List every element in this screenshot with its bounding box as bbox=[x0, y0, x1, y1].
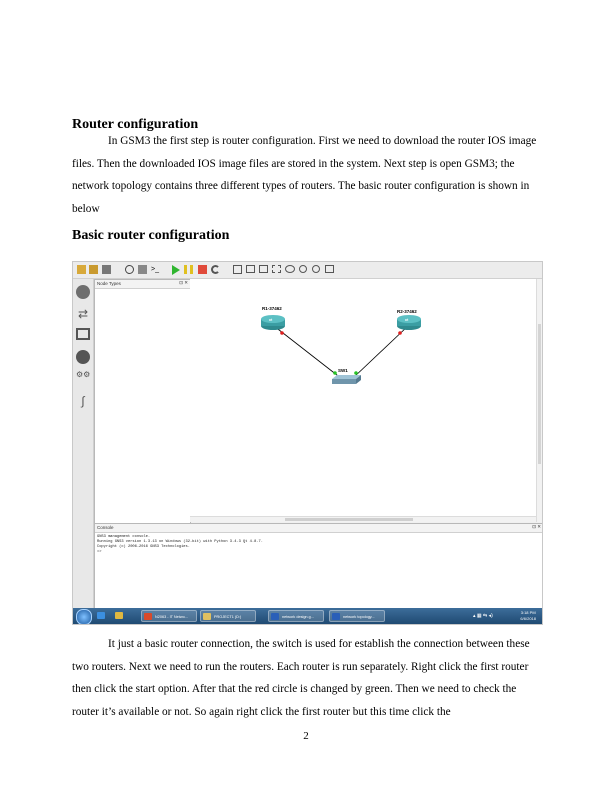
clock-icon[interactable] bbox=[125, 265, 134, 274]
port-r1-red bbox=[280, 331, 284, 335]
switch-sw1-label: SW1 bbox=[338, 368, 348, 373]
grid-icon[interactable] bbox=[138, 265, 147, 274]
pause-icon[interactable] bbox=[184, 265, 193, 274]
paragraph-intro bbox=[72, 130, 540, 220]
taskbar-task-4-label: network topology... bbox=[343, 615, 375, 619]
stop-icon[interactable] bbox=[198, 265, 207, 274]
paragraph-explanation-text: It just a basic router connection, the switch is used for establish the connection between these two routers. Next we need to run the routers. Each router is run separately. Right click the first router then click the start option. After that the red circle is changed by green. Then we need to check the router it’s available or not. So again right click the first router but this time click the bbox=[72, 638, 530, 718]
zoom-in-icon[interactable] bbox=[299, 265, 307, 273]
start-play-icon[interactable] bbox=[172, 265, 180, 275]
zoom-out-icon[interactable] bbox=[312, 265, 320, 273]
svg-text:⇄: ⇄ bbox=[269, 317, 273, 322]
add-link-icon[interactable]: ∫ bbox=[81, 394, 85, 408]
tray-icons[interactable]: ▴ ▦ ⇆ ◂) bbox=[473, 613, 493, 619]
windows-taskbar bbox=[73, 608, 542, 624]
console-line: GNS3 management console. bbox=[97, 535, 151, 539]
taskbar-task-1-label: N2063 - IT Netwo... bbox=[155, 615, 188, 619]
start-button[interactable] bbox=[76, 609, 92, 625]
console-line: Running GNS3 version 1.3.13 on Windows (32-bit) with Python 3.4.3 Qt 4.8.7. bbox=[97, 540, 263, 544]
vertical-scroll-thumb[interactable] bbox=[538, 324, 541, 464]
open-folder-icon[interactable] bbox=[77, 265, 86, 274]
taskbar-clock[interactable] bbox=[520, 610, 536, 621]
folder-icon[interactable] bbox=[89, 265, 98, 274]
panel-close-icon[interactable]: ⊡ ✕ bbox=[179, 280, 188, 285]
all-devices-category-icon[interactable]: ⚙⚙ bbox=[76, 370, 91, 379]
console-output[interactable] bbox=[95, 533, 543, 557]
switches-category-icon[interactable]: ⇄ bbox=[77, 307, 89, 321]
horizontal-scroll-thumb[interactable] bbox=[285, 518, 413, 521]
select-rect-icon[interactable] bbox=[272, 265, 281, 273]
node-types-title-text: Node Types bbox=[97, 281, 121, 286]
taskbar-task-3[interactable] bbox=[268, 610, 324, 622]
security-devices-category-icon[interactable] bbox=[76, 350, 90, 364]
topology-canvas[interactable] bbox=[190, 279, 542, 522]
paragraph-explanation bbox=[72, 633, 540, 723]
console-close-icon[interactable]: ⊡ ✕ bbox=[532, 524, 541, 529]
snapshot-icon[interactable] bbox=[102, 265, 111, 274]
taskbar-task-4[interactable] bbox=[329, 610, 385, 622]
terminal-icon[interactable]: >_ bbox=[151, 266, 159, 273]
node-types-panel bbox=[94, 279, 191, 524]
heading-basic-router-configuration: Basic router configuration bbox=[72, 228, 230, 243]
page-number: 2 bbox=[303, 730, 309, 742]
reload-icon[interactable] bbox=[211, 265, 220, 274]
taskbar-task-1[interactable] bbox=[141, 610, 197, 622]
device-category-bar bbox=[73, 279, 94, 609]
router-r1-label: R1-37462 bbox=[262, 306, 282, 311]
gns3-screenshot bbox=[72, 261, 543, 625]
edit-note-icon[interactable] bbox=[233, 265, 242, 274]
svg-text:⇄: ⇄ bbox=[405, 317, 409, 322]
taskbar-task-3-label: network design.g... bbox=[282, 615, 314, 619]
ellipse-icon[interactable] bbox=[285, 265, 295, 273]
node-types-panel-title bbox=[95, 280, 190, 289]
console-panel-title bbox=[95, 524, 543, 533]
taskbar-task-2[interactable] bbox=[200, 610, 256, 622]
topology-drawing bbox=[190, 279, 536, 517]
heading-router-configuration: Router configuration bbox=[72, 117, 199, 132]
console-panel bbox=[94, 523, 543, 611]
camera-icon[interactable] bbox=[325, 265, 334, 273]
end-devices-category-icon[interactable] bbox=[76, 328, 90, 340]
console-title-text: Console bbox=[97, 525, 114, 530]
taskbar-explorer-icon[interactable] bbox=[113, 610, 127, 622]
clock-date: 6/6/2018 bbox=[520, 615, 536, 621]
router-r1[interactable] bbox=[261, 315, 285, 330]
router-r2[interactable] bbox=[397, 315, 421, 330]
routers-category-icon[interactable] bbox=[76, 285, 90, 299]
port-r2-red bbox=[398, 331, 402, 335]
router-r2-label: R2-37462 bbox=[397, 309, 417, 314]
taskbar-task-2-label: PROJECT1 (D:) bbox=[214, 615, 242, 619]
port-sw1-left-green bbox=[333, 371, 337, 375]
paragraph-intro-text: In GSM3 the first step is router configuration. First we need to download the router IOS image files. Then the downloaded IOS image files are stored in the system. Next step is open GSM3; the network topology contains three different types of routers. The basic router configuration is shown in below bbox=[72, 135, 537, 215]
taskbar-ie-icon[interactable] bbox=[95, 610, 109, 622]
canvas-horizontal-scrollbar[interactable] bbox=[190, 516, 536, 522]
toolbar bbox=[73, 262, 542, 279]
console-line: Copyright (c) 2006-2016 GNS3 Technologies. bbox=[97, 545, 190, 549]
link-r1-sw1[interactable] bbox=[274, 326, 342, 379]
canvas-vertical-scrollbar[interactable] bbox=[536, 279, 542, 522]
clock-time: 3:18 PM bbox=[520, 610, 536, 615]
switch-sw1[interactable] bbox=[332, 375, 361, 384]
console-prompt: => bbox=[97, 550, 102, 554]
image-icon[interactable] bbox=[246, 265, 255, 273]
rectangle-icon[interactable] bbox=[259, 265, 268, 273]
port-sw1-right-green bbox=[354, 371, 358, 375]
